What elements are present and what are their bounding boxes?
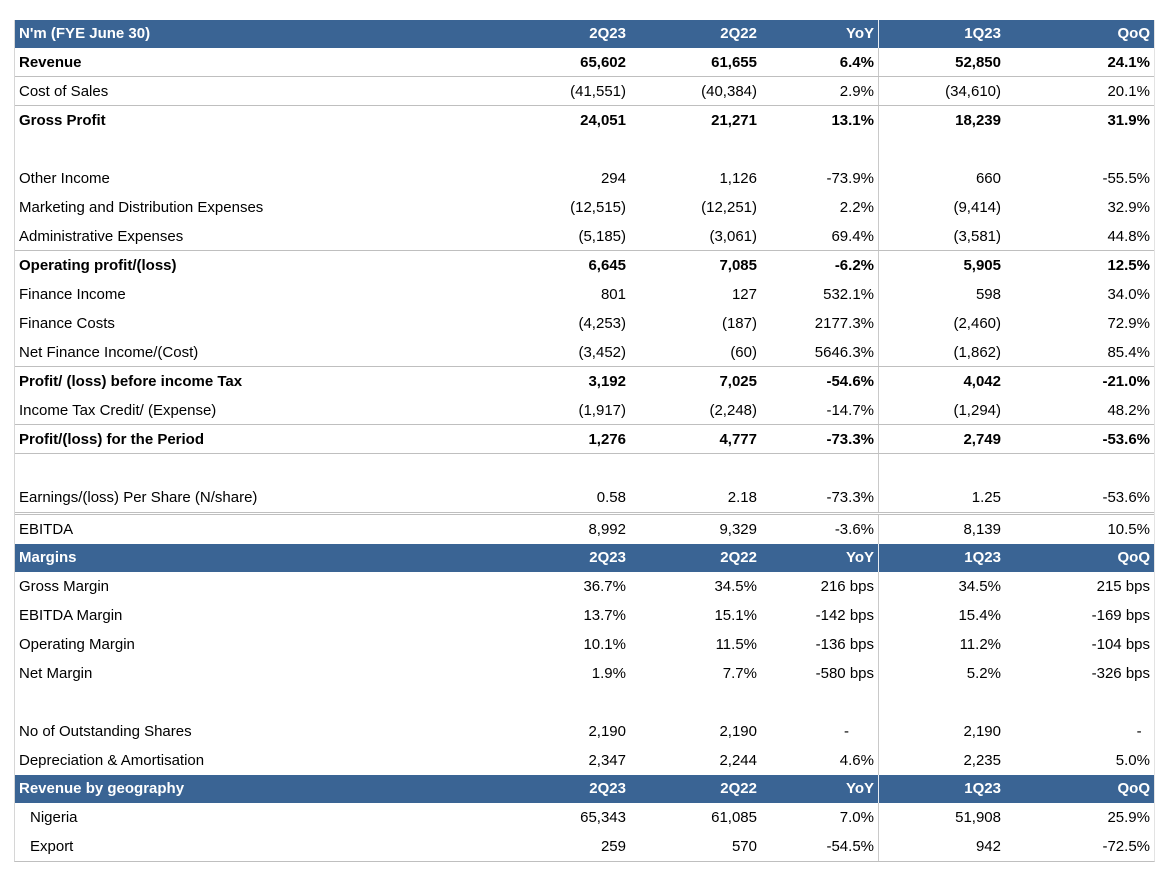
value-cell: 1,126: [719, 170, 757, 187]
value-cell: 660: [975, 170, 1001, 187]
column-header: 1Q23: [964, 25, 1001, 42]
financial-results-table: [14, 20, 1155, 862]
value-cell: [761, 135, 879, 164]
value-cell: 2.18: [727, 489, 757, 506]
value-cell: -136 bps: [761, 630, 879, 659]
value-cell: 2,235: [963, 752, 1001, 769]
table-row: [15, 309, 1154, 338]
spacer-row: [15, 688, 1154, 717]
value-cell: -55.5%: [1102, 170, 1150, 187]
value-cell: -142 bps: [761, 601, 879, 630]
value-cell: [761, 454, 879, 483]
value-cell: 2.9%: [761, 77, 879, 105]
value-cell: -580 bps: [761, 659, 879, 688]
value-cell: 2.2%: [761, 193, 879, 222]
value-cell: 24,051: [580, 112, 626, 129]
value-cell: 69.4%: [761, 222, 879, 250]
table-row: [15, 77, 1154, 106]
table-row: [15, 48, 1154, 77]
value-cell: (1,294): [953, 402, 1001, 419]
value-cell: 15.4%: [958, 607, 1001, 624]
value-cell: 10.5%: [1107, 521, 1150, 538]
row-label: Other Income: [19, 170, 110, 187]
value-cell: 24.1%: [1107, 54, 1150, 71]
value-cell: 570: [731, 838, 757, 855]
value-cell: 34.5%: [958, 578, 1001, 595]
value-cell: [879, 135, 1005, 164]
row-label: Earnings/(loss) Per Share (N/share): [19, 489, 258, 506]
row-label: Profit/(loss) for the Period: [19, 431, 205, 448]
row-label: Finance Costs: [19, 315, 115, 332]
column-header: 1Q23: [964, 549, 1001, 566]
value-cell: 31.9%: [1107, 112, 1150, 129]
table-row: [15, 601, 1154, 630]
column-header: 2Q22: [720, 25, 757, 42]
row-label: Net Finance Income/(Cost): [19, 344, 199, 361]
value-cell: -104 bps: [1091, 636, 1150, 653]
row-label: Revenue: [19, 54, 82, 71]
value-cell: 61,655: [711, 54, 757, 71]
value-cell: -72.5%: [1102, 838, 1150, 855]
row-label: Administrative Expenses: [19, 228, 184, 245]
value-cell: (60): [730, 344, 757, 361]
value-cell: -73.3%: [761, 425, 879, 453]
section-title: N'm (FYE June 30): [19, 25, 151, 42]
value-cell: 5646.3%: [761, 338, 879, 366]
row-label: [15, 454, 500, 483]
value-cell: [1005, 454, 1154, 483]
value-cell: [761, 688, 879, 717]
value-cell: (1,862): [953, 344, 1001, 361]
value-cell: -73.9%: [761, 164, 879, 193]
value-cell: [630, 454, 761, 483]
table-row: [15, 396, 1154, 425]
table-row: [15, 193, 1154, 222]
value-cell: 8,992: [588, 521, 626, 538]
column-header: YoY: [761, 544, 879, 572]
value-cell: 6.4%: [761, 48, 879, 76]
row-label: Net Margin: [19, 665, 93, 682]
value-cell: 32.9%: [1107, 199, 1150, 216]
value-cell: 215 bps: [1096, 578, 1150, 595]
value-cell: 15.1%: [714, 607, 757, 624]
value-cell: 2,347: [588, 752, 626, 769]
value-cell: 4.6%: [761, 746, 879, 775]
value-cell: 0.58: [596, 489, 626, 506]
value-cell: 13.7%: [583, 607, 626, 624]
value-cell: 259: [600, 838, 626, 855]
value-cell: 7.0%: [761, 803, 879, 832]
value-cell: 21,271: [711, 112, 757, 129]
column-header: 1Q23: [964, 780, 1001, 797]
table-row: [15, 746, 1154, 775]
value-cell: -73.3%: [761, 483, 879, 512]
row-label: EBITDA Margin: [19, 607, 123, 624]
row-label: Nigeria: [30, 809, 78, 826]
value-cell: -6.2%: [761, 251, 879, 280]
value-cell: (2,460): [953, 315, 1001, 332]
value-cell: 51,908: [955, 809, 1001, 826]
table-row: [15, 572, 1154, 601]
value-cell: (1,917): [578, 402, 626, 419]
value-cell: -: [761, 717, 879, 746]
value-cell: 5.0%: [1115, 752, 1150, 769]
value-cell: (9,414): [953, 199, 1001, 216]
value-cell: -53.6%: [1102, 431, 1150, 448]
section-title: Margins: [19, 549, 77, 566]
row-label: Operating profit/(loss): [19, 257, 177, 274]
value-cell: 216 bps: [761, 572, 879, 601]
value-cell: [630, 688, 761, 717]
value-cell: (4,253): [578, 315, 626, 332]
value-cell: 6,645: [588, 257, 626, 274]
value-cell: -53.6%: [1102, 489, 1150, 506]
column-header: 2Q23: [589, 25, 626, 42]
table-row: [15, 803, 1154, 832]
value-cell: 294: [600, 170, 626, 187]
column-header: YoY: [761, 775, 879, 803]
spacer-row: [15, 135, 1154, 164]
table-row: [15, 483, 1154, 512]
row-label: Income Tax Credit/ (Expense): [19, 402, 217, 419]
row-label: Cost of Sales: [19, 83, 109, 100]
value-cell: 5.2%: [966, 665, 1001, 682]
value-cell: 61,085: [711, 809, 757, 826]
value-cell: 7.7%: [722, 665, 757, 682]
value-cell: (41,551): [570, 83, 626, 100]
value-cell: 48.2%: [1107, 402, 1150, 419]
row-label: Operating Margin: [19, 636, 135, 653]
table-row: [15, 512, 1154, 544]
value-cell: 2177.3%: [761, 309, 879, 338]
value-cell: (12,515): [570, 199, 626, 216]
row-label: [15, 135, 500, 164]
value-cell: 10.1%: [583, 636, 626, 653]
value-cell: 4,042: [963, 373, 1001, 390]
value-cell: 4,777: [719, 431, 757, 448]
value-cell: [500, 135, 630, 164]
value-cell: -169 bps: [1091, 607, 1150, 624]
table-row: [15, 832, 1154, 861]
value-cell: 7,025: [719, 373, 757, 390]
value-cell: 1.25: [971, 489, 1001, 506]
table-row: [15, 251, 1154, 280]
value-cell: [879, 454, 1005, 483]
section-header-row: [15, 775, 1154, 803]
table-row: [15, 106, 1154, 135]
table-row: [15, 425, 1154, 454]
row-label: Finance Income: [19, 286, 126, 303]
value-cell: (3,452): [578, 344, 626, 361]
value-cell: 12.5%: [1107, 257, 1150, 274]
row-label: EBITDA: [19, 521, 74, 538]
table-row: [15, 280, 1154, 309]
value-cell: 25.9%: [1107, 809, 1150, 826]
column-header: QoQ: [1117, 25, 1150, 42]
value-cell: 34.5%: [714, 578, 757, 595]
column-header: YoY: [761, 20, 879, 48]
value-cell: -: [1136, 723, 1150, 740]
column-header: 2Q22: [720, 780, 757, 797]
table-row: [15, 164, 1154, 193]
value-cell: -54.5%: [761, 832, 879, 861]
value-cell: 34.0%: [1107, 286, 1150, 303]
value-cell: 532.1%: [761, 280, 879, 309]
value-cell: 9,329: [719, 521, 757, 538]
row-label: Profit/ (loss) before income Tax: [19, 373, 243, 390]
value-cell: (40,384): [701, 83, 757, 100]
value-cell: 127: [731, 286, 757, 303]
value-cell: -14.7%: [761, 396, 879, 424]
value-cell: [1005, 135, 1154, 164]
column-header: QoQ: [1117, 549, 1150, 566]
table-row: [15, 222, 1154, 251]
value-cell: 2,190: [963, 723, 1001, 740]
value-cell: 801: [600, 286, 626, 303]
row-label: Marketing and Distribution Expenses: [19, 199, 264, 216]
value-cell: 2,749: [963, 431, 1001, 448]
value-cell: -54.6%: [761, 367, 879, 396]
value-cell: (12,251): [701, 199, 757, 216]
value-cell: (34,610): [945, 83, 1001, 100]
value-cell: 11.2%: [959, 636, 1001, 653]
table-row: [15, 630, 1154, 659]
value-cell: (2,248): [709, 402, 757, 419]
value-cell: 1,276: [588, 431, 626, 448]
value-cell: 11.5%: [715, 636, 757, 653]
value-cell: 65,602: [580, 54, 626, 71]
row-label: Gross Profit: [19, 112, 106, 129]
value-cell: (3,581): [953, 228, 1001, 245]
row-label: Depreciation & Amortisation: [19, 752, 205, 769]
column-header: 2Q23: [589, 780, 626, 797]
value-cell: 1.9%: [591, 665, 626, 682]
column-header: QoQ: [1117, 780, 1150, 797]
value-cell: -326 bps: [1091, 665, 1150, 682]
section-header-row: [15, 20, 1154, 48]
value-cell: (5,185): [578, 228, 626, 245]
row-label: Gross Margin: [19, 578, 110, 595]
table-row: [15, 659, 1154, 688]
value-cell: 2,244: [719, 752, 757, 769]
value-cell: [500, 454, 630, 483]
value-cell: 65,343: [580, 809, 626, 826]
value-cell: 13.1%: [761, 106, 879, 135]
spacer-row: [15, 454, 1154, 483]
row-label: No of Outstanding Shares: [19, 723, 192, 740]
value-cell: 3,192: [588, 373, 626, 390]
column-header: 2Q23: [589, 549, 626, 566]
section-title: Revenue by geography: [19, 780, 185, 797]
value-cell: 72.9%: [1107, 315, 1150, 332]
value-cell: 85.4%: [1107, 344, 1150, 361]
value-cell: -3.6%: [761, 515, 879, 544]
value-cell: 5,905: [963, 257, 1001, 274]
value-cell: 942: [975, 838, 1001, 855]
row-label: [15, 688, 500, 717]
value-cell: 2,190: [719, 723, 757, 740]
value-cell: [1005, 688, 1154, 717]
section-header-row: [15, 544, 1154, 572]
table-row: [15, 338, 1154, 367]
value-cell: 18,239: [955, 112, 1001, 129]
value-cell: 52,850: [955, 54, 1001, 71]
value-cell: 7,085: [719, 257, 757, 274]
value-cell: 8,139: [963, 521, 1001, 538]
value-cell: -21.0%: [1102, 373, 1150, 390]
value-cell: 20.1%: [1107, 83, 1150, 100]
value-cell: (3,061): [709, 228, 757, 245]
row-label: Export: [30, 838, 74, 855]
value-cell: 598: [975, 286, 1001, 303]
table-row: [15, 717, 1154, 746]
value-cell: [630, 135, 761, 164]
value-cell: 2,190: [588, 723, 626, 740]
value-cell: [500, 688, 630, 717]
table-row: [15, 367, 1154, 396]
column-header: 2Q22: [720, 549, 757, 566]
value-cell: 44.8%: [1107, 228, 1150, 245]
value-cell: 36.7%: [583, 578, 626, 595]
value-cell: [879, 688, 1005, 717]
value-cell: (187): [721, 315, 757, 332]
